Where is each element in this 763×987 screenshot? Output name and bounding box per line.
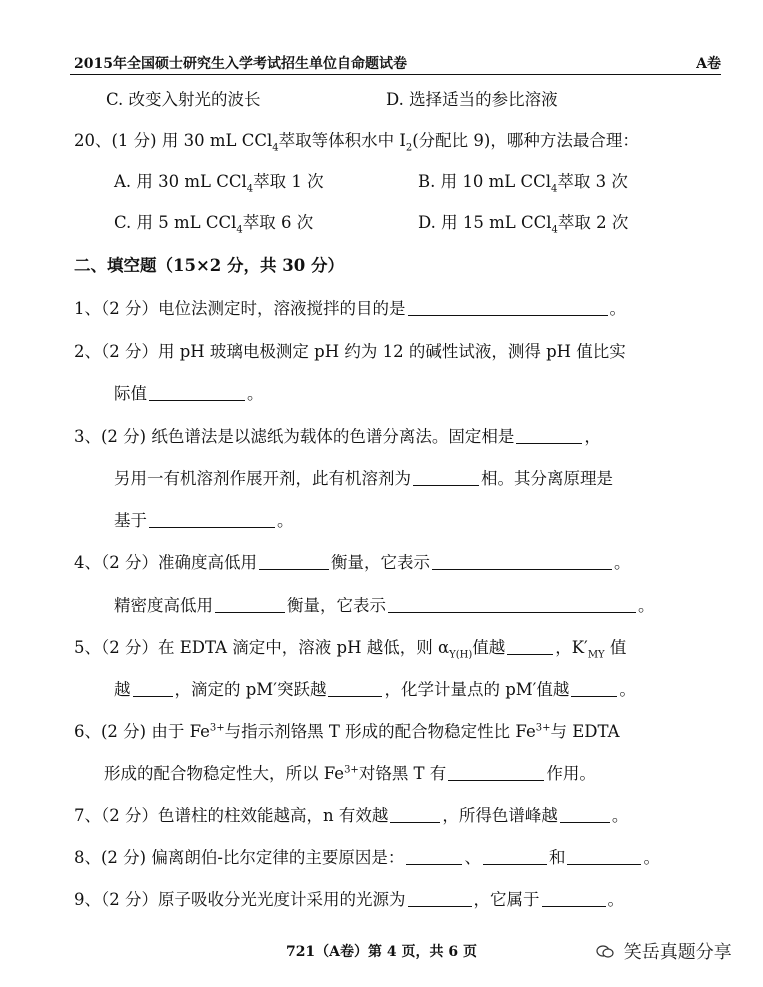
header-paper-version: A卷 bbox=[696, 56, 721, 72]
page-footer: 721（A卷）第 4 页，共 6 页 bbox=[285, 944, 478, 960]
q20-option-d: D. 用 15 mL CCl$_4$萃取 2 次 bbox=[418, 213, 629, 236]
fill-question-2: 2、（2 分）用 pH 玻璃电极测定 pH 约为 12 的碱性试液，测得 pH 值比实 bbox=[74, 342, 626, 361]
section-title: 二、填空题（15×2 分，共 30 分） bbox=[74, 256, 344, 275]
fill-question-4: 4、（2 分）准确度高低用 衡量，它表示 。 bbox=[74, 553, 631, 572]
option-d-line: D. 选择适当的参比溶液 bbox=[386, 90, 558, 109]
q20-option-c: C. 用 5 mL CCl$_4$萃取 6 次 bbox=[114, 213, 314, 236]
watermark bbox=[596, 938, 732, 964]
watermark-text: 笑岳真题分享 bbox=[623, 942, 732, 963]
question-20: 20、(1 分) 用 30 mL CCl$_4$萃取等体积水中 $I_2$(分配比 9)，哪种方法最合理： bbox=[74, 131, 639, 154]
fill-question-7: 7、（2 分）色谱柱的柱效能越高，n 有效越 ，所得色谱峰越 。 bbox=[74, 806, 629, 825]
option-c-line: C. 改变入射光的波长 bbox=[106, 90, 261, 109]
fill-question-3: 3、(2 分) 纸色谱法是以滤纸为载体的色谱分离法。固定相是 ， bbox=[74, 427, 601, 446]
fill-question-6-cont: 形成的配合物稳定性大，所以 $Fe^{3+}$对铬黑 T 有 作用。 bbox=[104, 764, 596, 783]
wechat-icon bbox=[596, 945, 614, 959]
fill-question-3-end: 基于 。 bbox=[114, 511, 294, 530]
fill-question-5: 5、（2 分）在 EDTA 滴定中，溶液 pH 越低，则 $\alpha_{Y(H)}$值越 ，$K'_{MY}$ 值 bbox=[74, 638, 627, 661]
page-header bbox=[70, 52, 721, 75]
fill-question-3-cont: 另用一有机溶剂作展开剂，此有机溶剂为 相。其分离原理是 bbox=[114, 469, 613, 488]
q20-option-a: A. 用 30 mL CCl$_4$萃取 1 次 bbox=[114, 172, 324, 195]
fill-question-5-cont: 越 ，滴定的 pM′突跃越 ，化学计量点的 pM′值越 。 bbox=[114, 680, 636, 699]
fill-question-9: 9、（2 分）原子吸收分光光度计采用的光源为 ，它属于 。 bbox=[74, 890, 624, 909]
q20-option-b: B. 用 10 mL CCl$_4$萃取 3 次 bbox=[418, 172, 628, 195]
header-title: 2015年全国硕士研究生入学考试招生单位自命题试卷 bbox=[74, 56, 407, 72]
fill-question-1: 1、（2 分）电位法测定时，溶液搅拌的目的是 。 bbox=[74, 299, 626, 318]
fill-question-8: 8、(2 分) 偏离朗伯-比尔定律的主要原因是： 、 和 。 bbox=[74, 848, 660, 867]
fill-question-2-cont: 际值 。 bbox=[114, 384, 264, 403]
fill-question-4-cont: 精密度高低用 衡量，它表示 。 bbox=[114, 596, 655, 615]
fill-question-6: 6、(2 分) 由于 $Fe^{3+}$与指示剂铬黑 T 形成的配合物稳定性比 $Fe^{3+}$与 EDTA bbox=[74, 722, 620, 741]
